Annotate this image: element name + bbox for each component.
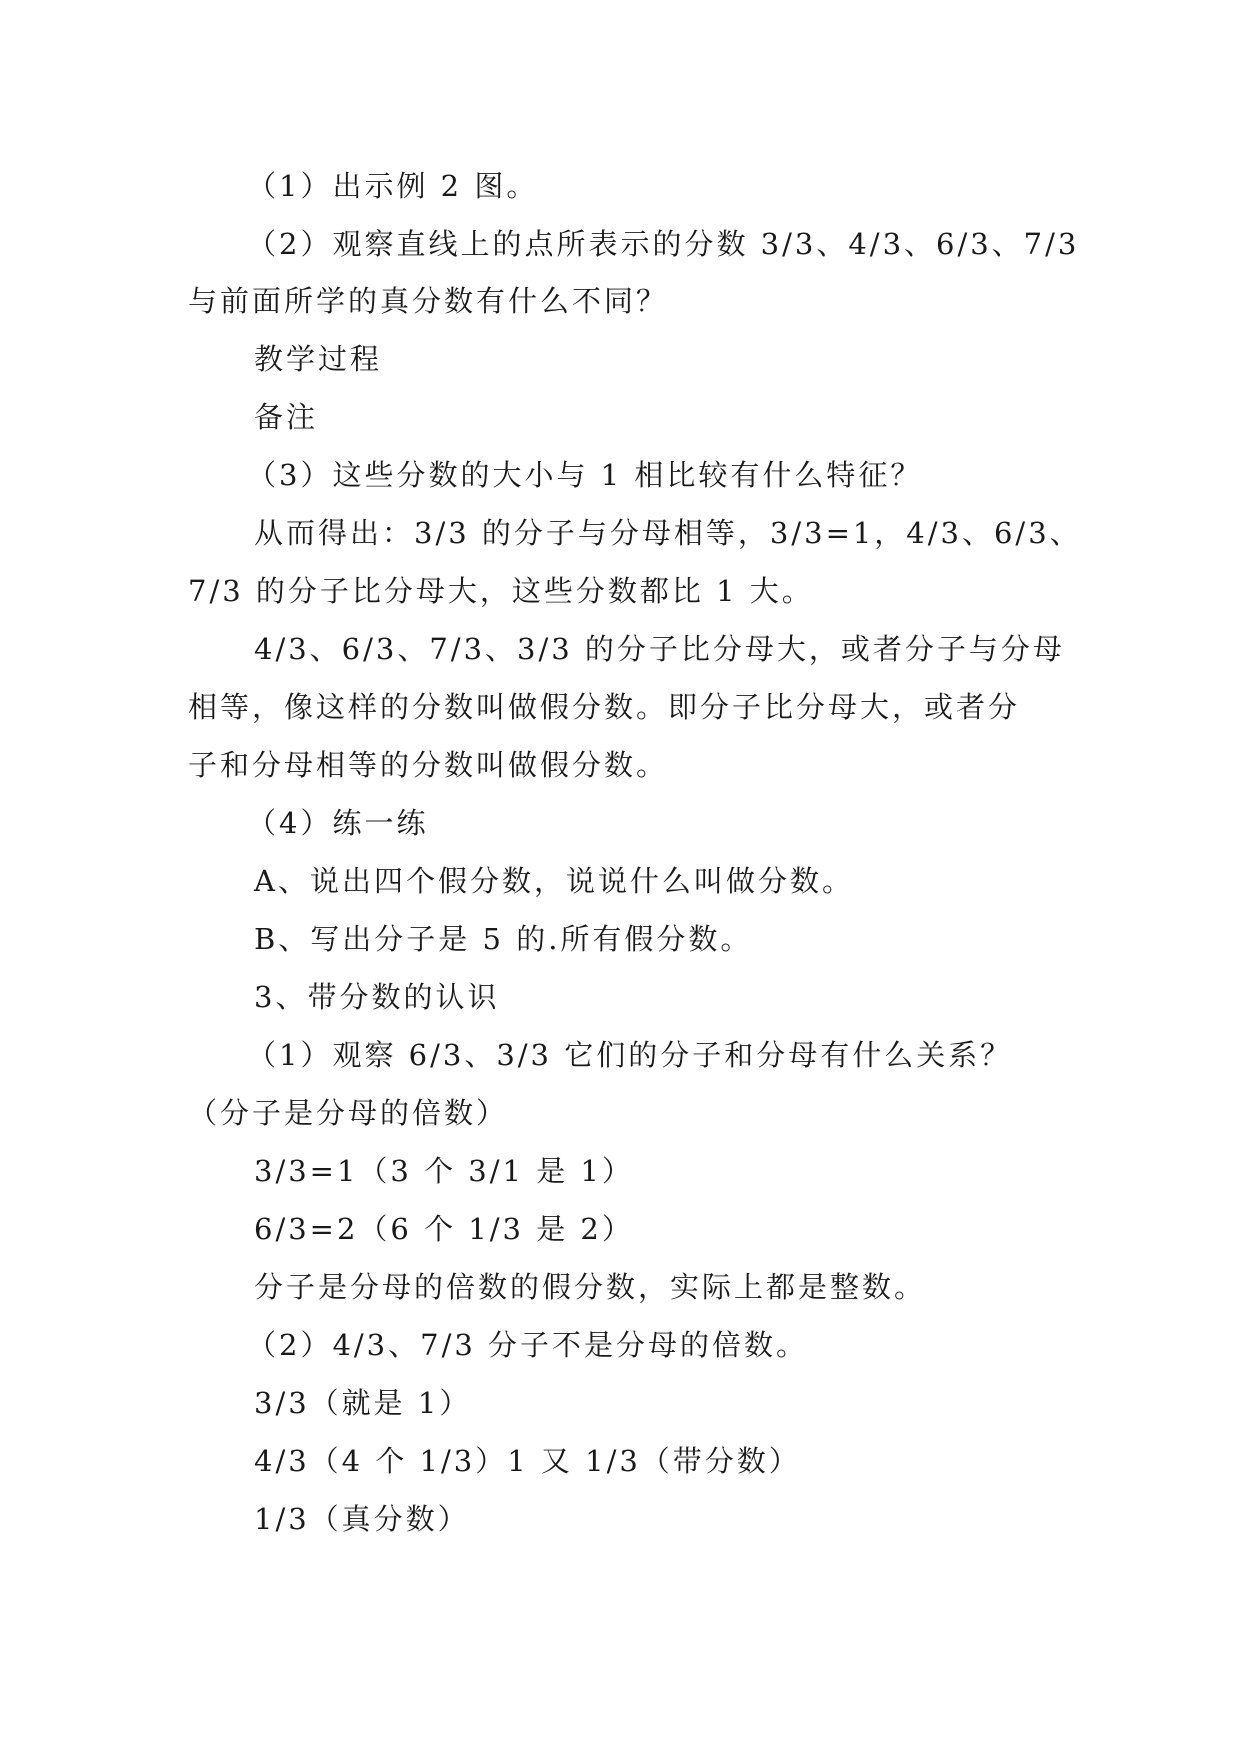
text-line: 3/3（就是 1） — [254, 1386, 472, 1420]
text-line: （2）4/3、7/3 分子不是分母的倍数。 — [247, 1328, 809, 1362]
text-line: （2）观察直线上的点所表示的分数 3/3、4/3、6/3、7/3 — [247, 227, 1080, 261]
text-line: 备注 — [254, 400, 319, 434]
text-line: 3/3=1（3 个 3/1 是 1） — [254, 1154, 634, 1188]
text-line: 7/3 的分子比分母大，这些分数都比 1 大。 — [188, 574, 814, 608]
text-line: B、写出分子是 5 的.所有假分数。 — [254, 922, 753, 956]
text-line: （3）这些分数的大小与 1 相比较有什么特征？ — [247, 458, 923, 492]
text-line: （分子是分母的倍数） — [188, 1096, 509, 1130]
text-line: 3、带分数的认识 — [254, 980, 500, 1014]
text-line: 教学过程 — [254, 342, 383, 376]
text-line: （4）练一练 — [247, 806, 429, 840]
text-line: A、说出四个假分数，说说什么叫做分数。 — [254, 864, 854, 898]
text-line: 从而得出：3/3 的分子与分母相等，3/3=1，4/3、6/3、 — [254, 516, 1082, 550]
text-line: 4/3（4 个 1/3）1 又 1/3（带分数） — [254, 1444, 801, 1478]
text-line: （1）观察 6/3、3/3 它们的分子和分母有什么关系？ — [247, 1038, 1013, 1072]
text-line: 4/3、6/3、7/3、3/3 的分子比分母大，或者分子与分母 — [254, 632, 1065, 666]
text-line: 1/3（真分数） — [254, 1502, 470, 1536]
text-line: （1）出示例 2 图。 — [247, 169, 539, 203]
text-line: 6/3=2（6 个 1/3 是 2） — [254, 1212, 634, 1246]
text-line: 分子是分母的倍数的假分数，实际上都是整数。 — [254, 1270, 927, 1304]
text-line: 子和分母相等的分数叫做假分数。 — [188, 748, 669, 782]
text-line: 与前面所学的真分数有什么不同？ — [188, 284, 669, 318]
text-line: 相等，像这样的分数叫做假分数。即分子比分母大，或者分 — [188, 690, 1021, 724]
